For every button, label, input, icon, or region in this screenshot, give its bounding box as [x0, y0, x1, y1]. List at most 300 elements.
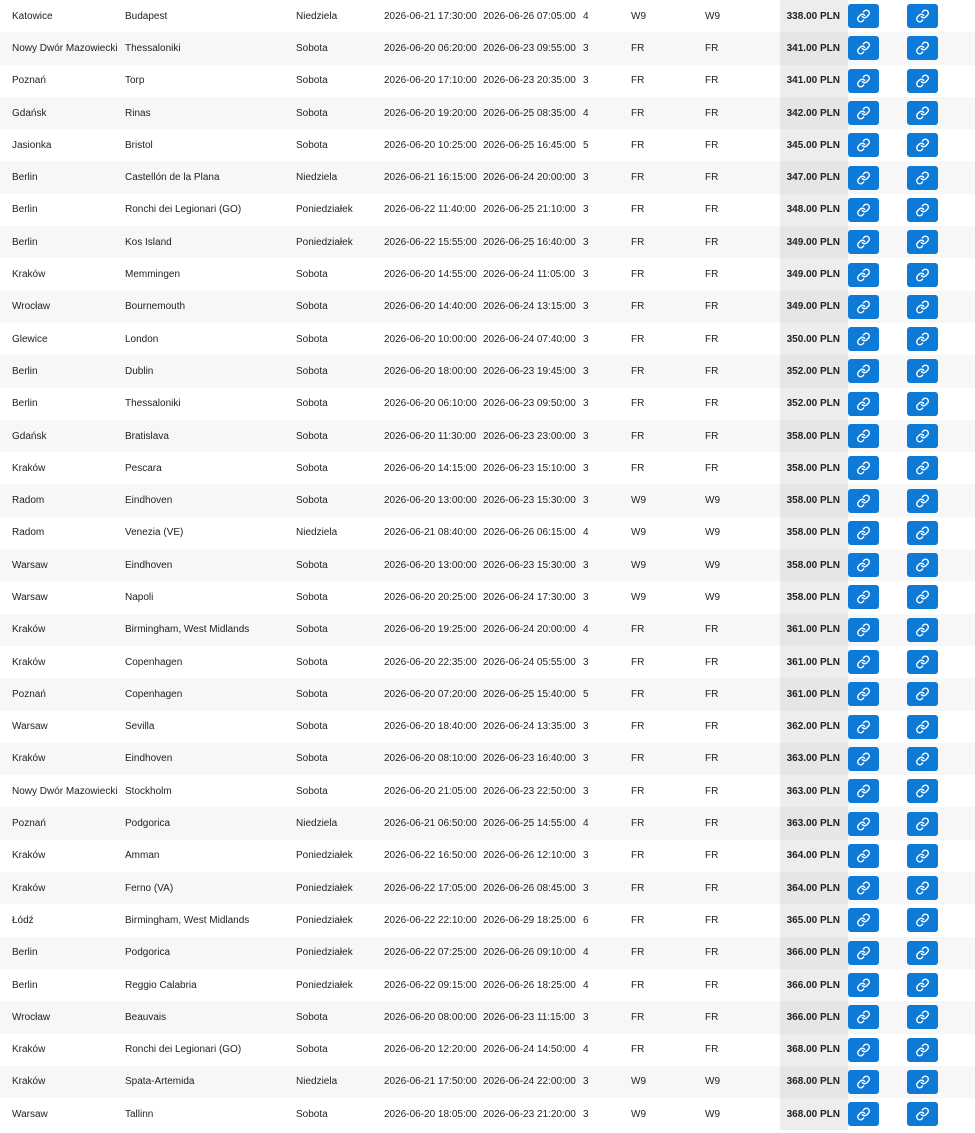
return-link-button[interactable]	[907, 553, 938, 577]
weekday-cell: Sobota	[296, 688, 328, 700]
outbound-link-button[interactable]	[848, 876, 879, 900]
outbound-link-button[interactable]	[848, 553, 879, 577]
outbound-link-button[interactable]	[848, 489, 879, 513]
return-airline-cell: FR	[705, 979, 719, 991]
table-row	[0, 711, 975, 743]
origin-cell: Nowy Dwór Mazowiecki	[12, 785, 118, 797]
nights-cell: 4	[583, 527, 589, 539]
return-link-button[interactable]	[907, 198, 938, 222]
origin-cell: Berlin	[12, 236, 38, 248]
departure-datetime-cell: 2026-06-20 19:20:00	[384, 107, 477, 119]
weekday-cell: Sobota	[296, 753, 328, 765]
outbound-airline-cell: W9	[631, 527, 646, 539]
destination-cell: Eindhoven	[125, 559, 173, 571]
weekday-cell: Poniedziałek	[296, 979, 353, 991]
table-row	[0, 678, 975, 710]
outbound-airline-cell: FR	[631, 107, 645, 119]
origin-cell: Kraków	[12, 269, 46, 281]
nights-cell: 3	[583, 204, 589, 216]
link-button-cell	[907, 420, 975, 452]
outbound-airline-cell: FR	[631, 914, 645, 926]
outbound-link-button[interactable]	[848, 295, 879, 319]
return-datetime-cell: 2026-06-25 16:40:00	[483, 236, 576, 248]
nights-cell: 3	[583, 42, 589, 54]
outbound-link-button[interactable]	[848, 327, 879, 351]
outbound-link-button[interactable]	[848, 585, 879, 609]
nights-cell: 3	[583, 75, 589, 87]
return-airline-cell: FR	[705, 947, 719, 959]
return-airline-cell: FR	[705, 301, 719, 313]
outbound-link-button[interactable]	[848, 392, 879, 416]
departure-datetime-cell: 2026-06-20 06:10:00	[384, 398, 477, 410]
weekday-cell: Sobota	[296, 462, 328, 474]
origin-cell: Jasionka	[12, 139, 52, 151]
departure-datetime-cell: 2026-06-20 18:05:00	[384, 1108, 477, 1120]
link-button-cell	[848, 484, 907, 516]
table-row	[0, 840, 975, 872]
link-button-cell	[907, 840, 975, 872]
origin-cell: Kraków	[12, 753, 46, 765]
return-airline-cell: FR	[705, 462, 719, 474]
outbound-link-button[interactable]	[848, 456, 879, 480]
nights-cell: 3	[583, 495, 589, 507]
link-button-cell	[907, 0, 975, 32]
return-link-button[interactable]	[907, 424, 938, 448]
destination-cell: Podgorica	[125, 818, 171, 830]
return-link-button[interactable]	[907, 779, 938, 803]
weekday-cell: Niedziela	[296, 10, 338, 22]
return-airline-cell: FR	[705, 850, 719, 862]
outbound-link-button[interactable]	[848, 4, 879, 28]
departure-datetime-cell: 2026-06-20 11:30:00	[384, 430, 477, 442]
return-airline-cell: FR	[705, 269, 719, 281]
return-airline-cell: W9	[705, 591, 720, 603]
link-button-cell	[848, 1098, 907, 1130]
return-link-button[interactable]	[907, 747, 938, 771]
destination-cell: Bournemouth	[125, 301, 186, 313]
price-cell: 358.00 PLN	[780, 581, 848, 613]
outbound-link-button[interactable]	[848, 1102, 879, 1126]
departure-datetime-cell: 2026-06-22 07:25:00	[384, 947, 477, 959]
return-link-button[interactable]	[907, 69, 938, 93]
weekday-cell: Niedziela	[296, 527, 338, 539]
return-datetime-cell: 2026-06-23 22:50:00	[483, 785, 576, 797]
table-row	[0, 323, 975, 355]
return-link-button[interactable]	[907, 1038, 938, 1062]
table-row	[0, 1001, 975, 1033]
departure-datetime-cell: 2026-06-21 06:50:00	[384, 818, 477, 830]
return-datetime-cell: 2026-06-23 11:15:00	[483, 1011, 576, 1023]
return-link-button[interactable]	[907, 585, 938, 609]
link-button-cell	[848, 323, 907, 355]
nights-cell: 3	[583, 591, 589, 603]
return-datetime-cell: 2026-06-26 09:10:00	[483, 947, 576, 959]
return-link-button[interactable]	[907, 1005, 938, 1029]
destination-cell: Podgorica	[125, 947, 171, 959]
outbound-airline-cell: W9	[631, 1076, 646, 1088]
return-airline-cell: FR	[705, 656, 719, 668]
return-link-button[interactable]	[907, 359, 938, 383]
origin-cell: Berlin	[12, 172, 38, 184]
outbound-link-button[interactable]	[848, 359, 879, 383]
return-link-button[interactable]	[907, 133, 938, 157]
origin-cell: Kraków	[12, 1076, 46, 1088]
destination-cell: Eindhoven	[125, 753, 173, 765]
weekday-cell: Sobota	[296, 624, 328, 636]
weekday-cell: Sobota	[296, 333, 328, 345]
link-button-cell	[848, 1001, 907, 1033]
table-row	[0, 97, 975, 129]
table-row	[0, 161, 975, 193]
return-datetime-cell: 2026-06-25 15:40:00	[483, 688, 576, 700]
link-button-cell	[907, 711, 975, 743]
outbound-airline-cell: FR	[631, 785, 645, 797]
outbound-link-button[interactable]	[848, 650, 879, 674]
outbound-link-button[interactable]	[848, 682, 879, 706]
price-cell: 345.00 PLN	[780, 129, 848, 161]
return-link-button[interactable]	[907, 650, 938, 674]
weekday-cell: Sobota	[296, 269, 328, 281]
outbound-link-button[interactable]	[848, 133, 879, 157]
link-button-cell	[907, 678, 975, 710]
table-row	[0, 388, 975, 420]
return-datetime-cell: 2026-06-24 07:40:00	[483, 333, 576, 345]
link-button-cell	[907, 1034, 975, 1066]
outbound-link-button[interactable]	[848, 1038, 879, 1062]
link-button-cell	[907, 1066, 975, 1098]
outbound-link-button[interactable]	[848, 1070, 879, 1094]
weekday-cell: Sobota	[296, 75, 328, 87]
departure-datetime-cell: 2026-06-20 13:00:00	[384, 559, 477, 571]
outbound-airline-cell: FR	[631, 172, 645, 184]
outbound-airline-cell: FR	[631, 398, 645, 410]
nights-cell: 6	[583, 914, 589, 926]
weekday-cell: Poniedziałek	[296, 204, 353, 216]
link-button-cell	[907, 581, 975, 613]
price-cell: 362.00 PLN	[780, 711, 848, 743]
destination-cell: Sevilla	[125, 721, 155, 733]
return-link-button[interactable]	[907, 682, 938, 706]
return-airline-cell: FR	[705, 430, 719, 442]
price-cell: 349.00 PLN	[780, 258, 848, 290]
table-row	[0, 517, 975, 549]
origin-cell: Wrocław	[12, 301, 51, 313]
link-button-cell	[848, 97, 907, 129]
return-link-button[interactable]	[907, 618, 938, 642]
link-button-cell	[848, 194, 907, 226]
outbound-link-button[interactable]	[848, 36, 879, 60]
link-button-cell	[907, 65, 975, 97]
outbound-link-button[interactable]	[848, 69, 879, 93]
origin-cell: Poznań	[12, 75, 46, 87]
outbound-airline-cell: FR	[631, 850, 645, 862]
return-airline-cell: FR	[705, 365, 719, 377]
departure-datetime-cell: 2026-06-20 07:20:00	[384, 688, 477, 700]
return-link-button[interactable]	[907, 908, 938, 932]
origin-cell: Poznań	[12, 688, 46, 700]
departure-datetime-cell: 2026-06-20 19:25:00	[384, 624, 477, 636]
return-datetime-cell: 2026-06-24 20:00:00	[483, 172, 576, 184]
outbound-airline-cell: FR	[631, 688, 645, 700]
link-button-cell	[907, 355, 975, 387]
link-button-cell	[848, 581, 907, 613]
origin-cell: Gdańsk	[12, 107, 47, 119]
weekday-cell: Niedziela	[296, 1076, 338, 1088]
origin-cell: Glewice	[12, 333, 48, 345]
return-datetime-cell: 2026-06-23 19:45:00	[483, 365, 576, 377]
outbound-link-button[interactable]	[848, 166, 879, 190]
weekday-cell: Sobota	[296, 365, 328, 377]
outbound-airline-cell: W9	[631, 495, 646, 507]
return-airline-cell: FR	[705, 107, 719, 119]
outbound-link-button[interactable]	[848, 198, 879, 222]
nights-cell: 3	[583, 785, 589, 797]
return-link-button[interactable]	[907, 521, 938, 545]
return-link-button[interactable]	[907, 489, 938, 513]
nights-cell: 4	[583, 818, 589, 830]
outbound-link-button[interactable]	[848, 973, 879, 997]
link-button-cell	[907, 614, 975, 646]
destination-cell: Amman	[125, 850, 160, 862]
outbound-airline-cell: W9	[631, 1108, 646, 1120]
outbound-airline-cell: W9	[631, 591, 646, 603]
outbound-link-button[interactable]	[848, 908, 879, 932]
origin-cell: Berlin	[12, 947, 38, 959]
outbound-link-button[interactable]	[848, 263, 879, 287]
return-link-button[interactable]	[907, 295, 938, 319]
departure-datetime-cell: 2026-06-20 10:00:00	[384, 333, 477, 345]
origin-cell: Kraków	[12, 462, 46, 474]
departure-datetime-cell: 2026-06-20 22:35:00	[384, 656, 477, 668]
return-airline-cell: W9	[705, 527, 720, 539]
outbound-link-button[interactable]	[848, 101, 879, 125]
link-button-cell	[907, 807, 975, 839]
return-link-button[interactable]	[907, 876, 938, 900]
departure-datetime-cell: 2026-06-21 17:30:00	[384, 10, 477, 22]
departure-datetime-cell: 2026-06-20 17:10:00	[384, 75, 477, 87]
return-datetime-cell: 2026-06-24 14:50:00	[483, 1044, 576, 1056]
return-link-button[interactable]	[907, 1070, 938, 1094]
link-button-cell	[907, 969, 975, 1001]
return-link-button[interactable]	[907, 4, 938, 28]
destination-cell: Ronchi dei Legionari (GO)	[125, 204, 242, 216]
weekday-cell: Poniedziałek	[296, 850, 353, 862]
outbound-airline-cell: FR	[631, 269, 645, 281]
outbound-link-button[interactable]	[848, 1005, 879, 1029]
nights-cell: 3	[583, 721, 589, 733]
origin-cell: Poznań	[12, 818, 46, 830]
link-button-cell	[848, 452, 907, 484]
weekday-cell: Sobota	[296, 559, 328, 571]
outbound-link-button[interactable]	[848, 715, 879, 739]
return-datetime-cell: 2026-06-29 18:25:00	[483, 914, 576, 926]
departure-datetime-cell: 2026-06-20 20:25:00	[384, 591, 477, 603]
weekday-cell: Niedziela	[296, 818, 338, 830]
return-airline-cell: W9	[705, 495, 720, 507]
origin-cell: Kraków	[12, 850, 46, 862]
price-cell: 342.00 PLN	[780, 97, 848, 129]
return-link-button[interactable]	[907, 715, 938, 739]
destination-cell: Stockholm	[125, 785, 172, 797]
outbound-airline-cell: FR	[631, 656, 645, 668]
return-datetime-cell: 2026-06-25 21:10:00	[483, 204, 576, 216]
outbound-link-button[interactable]	[848, 424, 879, 448]
link-button-cell	[848, 775, 907, 807]
nights-cell: 4	[583, 107, 589, 119]
destination-cell: Beauvais	[125, 1011, 167, 1023]
outbound-link-button[interactable]	[848, 521, 879, 545]
outbound-airline-cell: FR	[631, 753, 645, 765]
outbound-link-button[interactable]	[848, 844, 879, 868]
return-datetime-cell: 2026-06-23 15:30:00	[483, 495, 576, 507]
destination-cell: Rinas	[125, 107, 151, 119]
table-row	[0, 355, 975, 387]
outbound-airline-cell: FR	[631, 818, 645, 830]
departure-datetime-cell: 2026-06-20 18:40:00	[384, 721, 477, 733]
origin-cell: Berlin	[12, 979, 38, 991]
destination-cell: London	[125, 333, 159, 345]
destination-cell: Pescara	[125, 462, 162, 474]
return-link-button[interactable]	[907, 973, 938, 997]
table-row	[0, 258, 975, 290]
link-button-cell	[907, 1098, 975, 1130]
price-cell: 347.00 PLN	[780, 161, 848, 193]
table-row	[0, 452, 975, 484]
departure-datetime-cell: 2026-06-20 14:40:00	[384, 301, 477, 313]
return-datetime-cell: 2026-06-24 17:30:00	[483, 591, 576, 603]
price-cell: 366.00 PLN	[780, 1001, 848, 1033]
origin-cell: Berlin	[12, 365, 38, 377]
return-datetime-cell: 2026-06-25 08:35:00	[483, 107, 576, 119]
outbound-link-button[interactable]	[848, 747, 879, 771]
weekday-cell: Sobota	[296, 1044, 328, 1056]
return-airline-cell: W9	[705, 10, 720, 22]
return-airline-cell: FR	[705, 172, 719, 184]
outbound-link-button[interactable]	[848, 618, 879, 642]
table-row	[0, 549, 975, 581]
return-link-button[interactable]	[907, 941, 938, 965]
outbound-link-button[interactable]	[848, 230, 879, 254]
link-button-cell	[848, 420, 907, 452]
departure-datetime-cell: 2026-06-22 22:10:00	[384, 914, 477, 926]
table-row	[0, 743, 975, 775]
link-button-cell	[848, 161, 907, 193]
weekday-cell: Sobota	[296, 1011, 328, 1023]
destination-cell: Eindhoven	[125, 495, 173, 507]
origin-cell: Warsaw	[12, 721, 48, 733]
table-row	[0, 937, 975, 969]
origin-cell: Nowy Dwór Mazowiecki	[12, 42, 118, 54]
return-link-button[interactable]	[907, 101, 938, 125]
outbound-airline-cell: FR	[631, 333, 645, 345]
return-link-button[interactable]	[907, 844, 938, 868]
return-link-button[interactable]	[907, 166, 938, 190]
outbound-airline-cell: W9	[631, 10, 646, 22]
link-button-cell	[907, 904, 975, 936]
link-button-cell	[848, 1034, 907, 1066]
return-datetime-cell: 2026-06-24 13:15:00	[483, 301, 576, 313]
destination-cell: Reggio Calabria	[125, 979, 197, 991]
return-link-button[interactable]	[907, 36, 938, 60]
link-button-cell	[848, 258, 907, 290]
departure-datetime-cell: 2026-06-20 06:20:00	[384, 42, 477, 54]
outbound-link-button[interactable]	[848, 812, 879, 836]
return-airline-cell: FR	[705, 139, 719, 151]
link-button-cell	[848, 32, 907, 64]
destination-cell: Thessaloniki	[125, 42, 181, 54]
return-datetime-cell: 2026-06-26 08:45:00	[483, 882, 576, 894]
nights-cell: 3	[583, 753, 589, 765]
nights-cell: 3	[583, 559, 589, 571]
return-airline-cell: FR	[705, 42, 719, 54]
link-button-cell	[848, 743, 907, 775]
return-link-button[interactable]	[907, 392, 938, 416]
nights-cell: 3	[583, 656, 589, 668]
price-cell: 368.00 PLN	[780, 1034, 848, 1066]
link-button-cell	[907, 1001, 975, 1033]
departure-datetime-cell: 2026-06-20 12:20:00	[384, 1044, 477, 1056]
outbound-link-button[interactable]	[848, 779, 879, 803]
departure-datetime-cell: 2026-06-22 11:40:00	[384, 204, 477, 216]
price-cell: 361.00 PLN	[780, 614, 848, 646]
price-cell: 350.00 PLN	[780, 323, 848, 355]
outbound-airline-cell: FR	[631, 1044, 645, 1056]
weekday-cell: Sobota	[296, 1108, 328, 1120]
return-datetime-cell: 2026-06-23 23:00:00	[483, 430, 576, 442]
origin-cell: Gdańsk	[12, 430, 47, 442]
table-row	[0, 646, 975, 678]
link-button-cell	[848, 646, 907, 678]
return-datetime-cell: 2026-06-23 20:35:00	[483, 75, 576, 87]
return-link-button[interactable]	[907, 812, 938, 836]
link-button-cell	[907, 388, 975, 420]
link-button-cell	[907, 291, 975, 323]
link-button-cell	[907, 484, 975, 516]
link-button-cell	[907, 161, 975, 193]
price-cell: 363.00 PLN	[780, 775, 848, 807]
price-cell: 368.00 PLN	[780, 1066, 848, 1098]
return-link-button[interactable]	[907, 263, 938, 287]
destination-cell: Spata-Artemida	[125, 1076, 195, 1088]
nights-cell: 3	[583, 269, 589, 281]
departure-datetime-cell: 2026-06-20 13:00:00	[384, 495, 477, 507]
departure-datetime-cell: 2026-06-21 16:15:00	[384, 172, 477, 184]
return-datetime-cell: 2026-06-24 05:55:00	[483, 656, 576, 668]
return-airline-cell: W9	[705, 559, 720, 571]
table-row	[0, 226, 975, 258]
return-link-button[interactable]	[907, 327, 938, 351]
outbound-link-button[interactable]	[848, 941, 879, 965]
outbound-airline-cell: FR	[631, 430, 645, 442]
table-row	[0, 581, 975, 613]
price-cell: 364.00 PLN	[780, 872, 848, 904]
return-link-button[interactable]	[907, 456, 938, 480]
return-airline-cell: FR	[705, 398, 719, 410]
origin-cell: Kraków	[12, 882, 46, 894]
table-row	[0, 484, 975, 516]
outbound-airline-cell: FR	[631, 139, 645, 151]
origin-cell: Warsaw	[12, 591, 48, 603]
weekday-cell: Poniedziałek	[296, 914, 353, 926]
link-button-cell	[907, 129, 975, 161]
table-row	[0, 775, 975, 807]
return-link-button[interactable]	[907, 230, 938, 254]
return-link-button[interactable]	[907, 1102, 938, 1126]
departure-datetime-cell: 2026-06-20 10:25:00	[384, 139, 477, 151]
link-button-cell	[907, 646, 975, 678]
link-button-cell	[907, 194, 975, 226]
nights-cell: 3	[583, 398, 589, 410]
